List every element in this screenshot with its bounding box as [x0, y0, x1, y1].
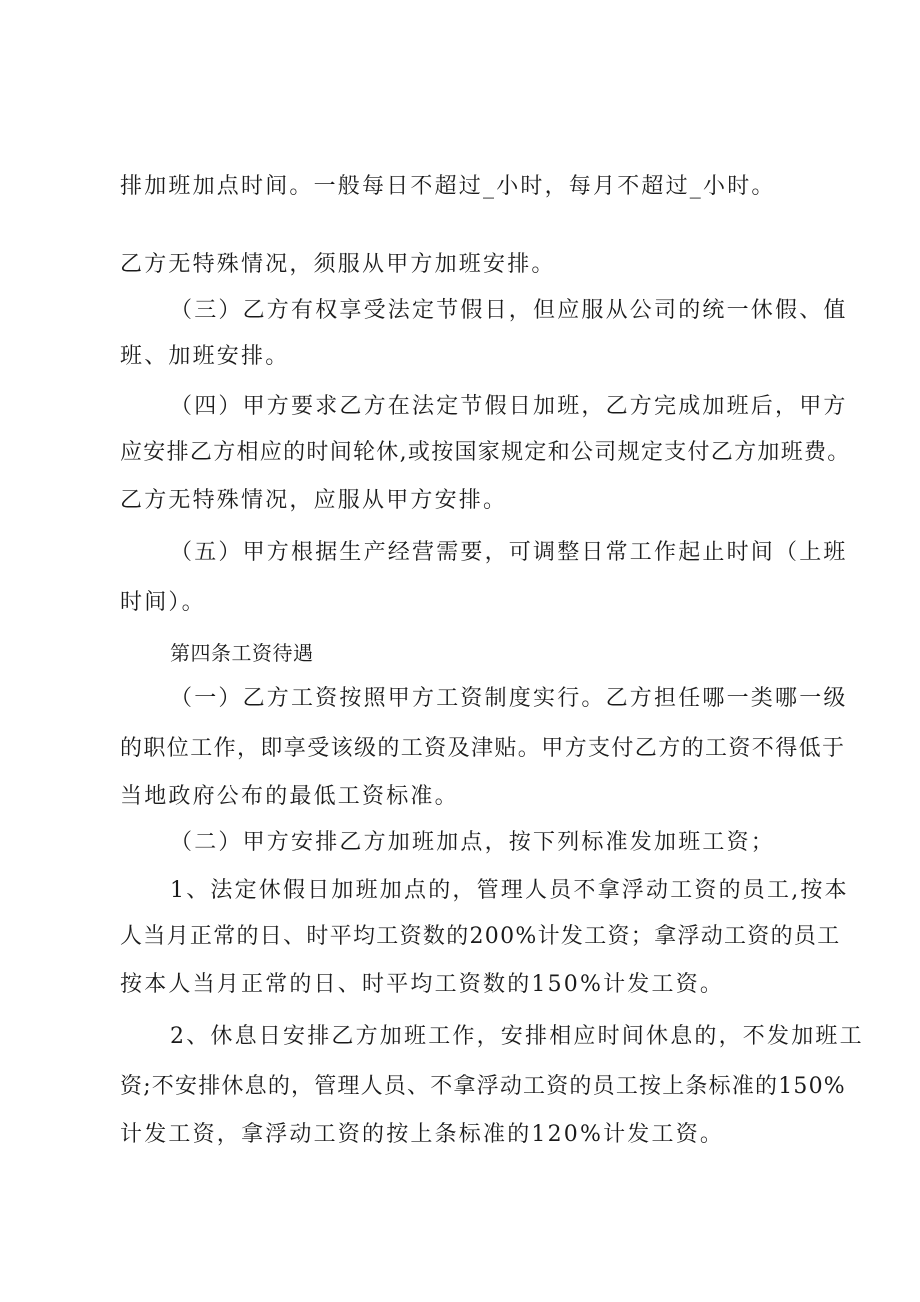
paragraph-line: 1、法定休假日加班加点的，管理人员不拿浮动工资的员工,按本	[170, 878, 849, 903]
paragraph-line: 人当月正常的日、时平均工资数的200%计发工资；拿浮动工资的员工	[120, 924, 841, 949]
paragraph-line: 应安排乙方相应的时间轮休,或按国家规定和公司规定支付乙方加班费。	[120, 440, 851, 465]
paragraph-line: 资;不安排休息的，管理人员、不拿浮动工资的员工按上条标准的150%	[120, 1074, 846, 1099]
paragraph-line: 乙方无特殊情况，须服从甲方加班安排。	[120, 252, 556, 277]
paragraph-line: 当地政府公布的最低工资标准。	[120, 784, 459, 809]
paragraph-line: （二）甲方安排乙方加班加点，按下列标准发加班工资；	[170, 830, 776, 855]
paragraph-line: （四）甲方要求乙方在法定节假日加班，乙方完成加班后，甲方	[170, 394, 848, 419]
paragraph-line: 2、休息日安排乙方加班工作，安排相应时间休息的，不发加班工	[170, 1024, 864, 1049]
paragraph-line: 的职位工作，即享受该级的工资及津贴。甲方支付乙方的工资不得低于	[120, 736, 846, 761]
paragraph-line: 乙方无特殊情况，应服从甲方安排。	[120, 488, 508, 513]
paragraph-line: 时间）。	[120, 590, 206, 615]
paragraph-line: 排加班加点时间。一般每日不超过_小时，每月不超过_小时。	[120, 174, 776, 199]
paragraph-line: 按本人当月正常的日、时平均工资数的150%计发工资。	[120, 972, 725, 997]
paragraph-line: 班、加班安排。	[120, 344, 290, 369]
paragraph-line: 计发工资，拿浮动工资的按上条标准的120%计发工资。	[120, 1122, 725, 1147]
paragraph-line: （三）乙方有权享受法定节假日，但应服从公司的统一休假、值	[170, 298, 848, 323]
paragraph-line: （五）甲方根据生产经营需要，可调整日常工作起止时间（上班	[170, 540, 848, 565]
section-heading: 第四条工资待遇	[170, 641, 314, 665]
paragraph-line: （一）乙方工资按照甲方工资制度实行。乙方担任哪一类哪一级	[170, 686, 848, 711]
